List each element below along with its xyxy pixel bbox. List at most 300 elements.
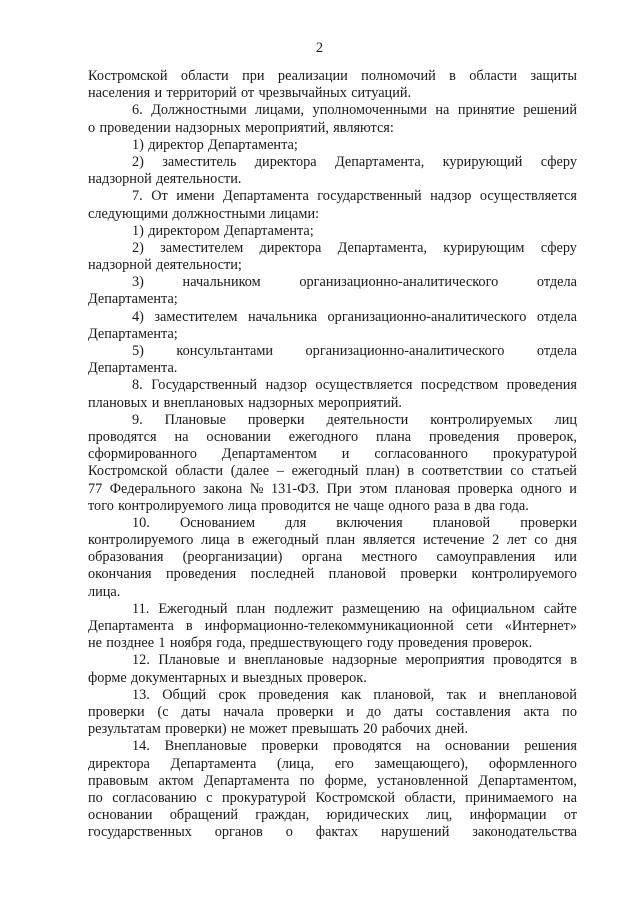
word: и <box>346 703 354 720</box>
word: контролируемого <box>88 532 194 549</box>
word: на <box>562 789 577 806</box>
word: результатам <box>88 721 161 738</box>
word: деятельности <box>326 411 409 428</box>
text-line <box>88 721 577 738</box>
word: форме <box>88 669 127 686</box>
word: уполномоченными <box>312 102 427 119</box>
text-line <box>88 429 577 446</box>
word: 4) <box>132 308 144 325</box>
word: надзорной <box>88 257 152 274</box>
word: мероприятий, <box>245 119 329 136</box>
word: плана <box>375 428 412 445</box>
word: (далее <box>230 463 270 480</box>
word: два <box>474 497 496 514</box>
word: Департаментом, <box>478 772 577 789</box>
word: проверки <box>520 514 577 531</box>
word: план <box>326 532 356 549</box>
word: с <box>206 789 213 806</box>
word: лицами, <box>255 102 305 119</box>
word: закона <box>203 480 243 497</box>
word: сферу <box>540 239 577 256</box>
word: года. <box>499 497 529 514</box>
word: лиц, <box>426 807 453 824</box>
word: план <box>236 600 266 617</box>
word: статьей <box>531 463 577 480</box>
word: полномочий <box>361 68 436 84</box>
word: прокуратурой <box>492 446 577 463</box>
word: о <box>285 824 293 841</box>
word: проведения <box>258 686 329 703</box>
word: основании <box>444 738 510 755</box>
word: проведения <box>429 428 500 445</box>
word: местного <box>361 549 418 566</box>
word: Должностными <box>151 102 247 119</box>
text-line <box>88 549 577 566</box>
word: Костромской <box>88 463 168 480</box>
word: государственных <box>88 824 192 841</box>
word: проведения <box>506 377 577 394</box>
word: 1 <box>158 635 166 652</box>
word: установленной <box>377 772 469 789</box>
word: принимаемого <box>465 789 554 806</box>
page-number: 2 <box>315 40 324 56</box>
word: 8. <box>132 377 143 394</box>
word: От <box>151 188 168 205</box>
word: проведения <box>397 635 469 652</box>
word: начальника <box>247 308 318 325</box>
word: области <box>175 463 224 480</box>
word: на <box>416 738 431 755</box>
text-line <box>88 188 577 205</box>
word: Плановые <box>164 411 226 428</box>
word: даты <box>181 703 211 720</box>
word: начала <box>223 703 264 720</box>
text-line <box>88 532 577 549</box>
word: Костромской <box>88 68 168 84</box>
word: (реорганизации) <box>182 549 283 566</box>
text-line <box>88 756 577 773</box>
word: от <box>563 807 577 824</box>
word: проверка <box>457 480 513 497</box>
word: 6. <box>132 102 143 119</box>
word: проведении <box>99 119 171 136</box>
word: плановой, <box>373 686 435 703</box>
word: правовым <box>88 772 149 789</box>
word: 2) <box>132 239 144 256</box>
word: органа <box>301 549 343 566</box>
word: деятельности; <box>156 257 242 274</box>
word: составления <box>435 703 511 720</box>
word: ежегодный <box>251 532 319 549</box>
word: 5) <box>132 343 144 359</box>
word: предшествующего <box>249 635 363 652</box>
text-line <box>88 463 577 480</box>
word: проверки <box>247 411 305 428</box>
word: 13. <box>132 686 150 703</box>
word: лиц <box>554 411 577 428</box>
word: заместителем <box>154 308 238 325</box>
word: должностными <box>172 205 266 222</box>
word: отдела <box>536 274 577 291</box>
word: надзор <box>265 377 307 394</box>
word: сферу <box>540 153 577 170</box>
word: реализации <box>277 68 348 84</box>
word: надзорных <box>175 119 241 136</box>
word: Департамента; <box>208 136 298 153</box>
word: окончания <box>88 566 152 583</box>
word: плановая <box>394 480 451 497</box>
word: подлежит <box>274 600 334 617</box>
word: не <box>230 721 245 738</box>
word: одного <box>520 480 562 497</box>
word: № <box>249 480 264 497</box>
text-line <box>88 137 577 154</box>
word: проверок. <box>306 669 367 686</box>
word: оформленного <box>488 755 577 772</box>
word: контролируемого <box>471 566 577 583</box>
word: фактах <box>315 824 359 841</box>
word: официальном <box>451 600 535 617</box>
word: от <box>240 85 255 102</box>
text-line <box>88 807 577 824</box>
word: лицами: <box>269 205 320 222</box>
word: проведения <box>165 566 237 583</box>
word: лет <box>506 532 527 549</box>
word: населения <box>88 85 151 102</box>
word: директора <box>259 239 322 256</box>
text-line <box>88 412 577 429</box>
word: проверки <box>400 566 458 583</box>
word: лица. <box>88 583 121 600</box>
word: законодательства <box>472 824 577 841</box>
word: согласованного <box>374 446 468 463</box>
word: Ежегодный <box>158 600 228 617</box>
word: со <box>510 463 524 480</box>
word: курирующий <box>442 153 523 170</box>
word: «Интернет» <box>504 618 577 634</box>
word: 131-ФЗ. <box>270 480 320 497</box>
word: Департамента; <box>223 222 314 239</box>
word: 2) <box>132 153 144 170</box>
word: Костромской <box>315 789 396 806</box>
word: организационно-аналитического <box>299 274 499 291</box>
word: области <box>180 68 229 84</box>
word: не <box>88 635 102 652</box>
word: ноября <box>169 635 212 652</box>
word: сформированного <box>88 446 197 463</box>
word: согласованию <box>112 789 197 806</box>
word: 2 <box>492 532 500 549</box>
word: осуществляется <box>479 188 577 205</box>
word: – <box>276 463 284 480</box>
word: последней <box>250 566 315 583</box>
word: на <box>174 428 189 445</box>
word: 10. <box>132 514 150 531</box>
word: проводятся <box>332 738 402 755</box>
text-line <box>88 274 577 291</box>
word: и <box>478 686 487 703</box>
text-line <box>88 154 577 171</box>
word: дня <box>555 532 577 549</box>
word: организационно-аналитического <box>305 343 505 359</box>
word: Департамента <box>88 618 174 634</box>
word: плановых <box>88 394 148 411</box>
word: в <box>570 652 577 669</box>
word: государственный <box>317 188 422 205</box>
word: проводится <box>260 497 331 514</box>
word: проверки <box>88 703 145 720</box>
word: проверки <box>276 703 334 720</box>
text-line <box>88 652 577 669</box>
word: являются: <box>333 119 394 136</box>
word: и <box>151 394 160 411</box>
word: проверок. <box>472 635 533 652</box>
word: срок <box>218 686 247 703</box>
word: чрезвычайных <box>258 85 347 102</box>
word: 11. <box>132 600 150 617</box>
word: следующими <box>88 205 169 222</box>
text-line <box>88 120 577 137</box>
text-line <box>88 68 577 85</box>
word: Департамента <box>170 755 257 772</box>
text-line <box>88 824 577 841</box>
word: проводятся <box>88 428 157 445</box>
word: курирующим <box>443 239 525 256</box>
word: органов <box>214 824 263 841</box>
word: нарушений <box>380 824 450 841</box>
word: позднее <box>106 635 155 652</box>
word: внеплановые <box>244 652 324 669</box>
word: выездных <box>242 669 303 686</box>
word: При <box>326 480 352 497</box>
word: о <box>88 119 96 136</box>
word: Департамента, <box>337 239 428 256</box>
word: в <box>449 68 456 84</box>
text-line <box>88 206 577 223</box>
word: основании <box>88 807 153 824</box>
word: Департамента; <box>88 325 178 342</box>
word: как <box>341 686 362 703</box>
text-line <box>88 343 577 360</box>
word: превышать <box>291 721 359 738</box>
word: ежегодный <box>291 463 359 480</box>
word: ежегодного <box>288 428 359 445</box>
word: 20 <box>363 721 378 738</box>
word: директора <box>88 755 150 772</box>
word: для <box>285 514 307 531</box>
text-line <box>88 773 577 790</box>
word: актом <box>158 772 194 789</box>
word: этом <box>359 480 388 497</box>
word: в <box>463 497 471 514</box>
word: граждан, <box>255 807 310 824</box>
word: информации <box>469 807 547 824</box>
word: того <box>88 497 114 514</box>
word: решений <box>523 102 577 119</box>
word: чаще <box>353 497 385 514</box>
document-body <box>88 68 577 841</box>
word: Департамента <box>223 188 309 205</box>
word: директором <box>148 222 220 239</box>
word: Основанием <box>179 514 256 531</box>
word: отдела <box>536 343 577 359</box>
text-line <box>88 566 577 583</box>
word: по <box>88 789 103 806</box>
word: проверки) <box>165 721 227 738</box>
word: посредством <box>420 377 499 394</box>
word: в <box>407 463 415 480</box>
word: является <box>362 532 416 549</box>
word: Департамента; <box>88 291 178 308</box>
word: 9. <box>132 411 143 428</box>
text-line <box>88 790 577 807</box>
word: даты <box>393 703 424 720</box>
word: сайте <box>543 600 577 617</box>
text-line <box>88 171 577 188</box>
word: организационно-аналитического <box>327 308 527 325</box>
word: Внеплановые <box>164 738 247 755</box>
text-line <box>88 498 577 515</box>
word: года, <box>216 635 246 652</box>
word: (с <box>157 703 169 720</box>
word: дней. <box>435 721 469 738</box>
word: деятельности. <box>156 171 242 188</box>
word: Департаментом <box>221 446 317 463</box>
word: защиты <box>530 68 577 84</box>
word: прокуратурой <box>221 789 307 806</box>
word: одного <box>388 497 430 514</box>
word: так <box>446 686 467 703</box>
word: директора <box>254 153 317 170</box>
word: ситуаций. <box>351 85 412 102</box>
word: в <box>185 618 193 634</box>
word: области, <box>404 789 456 806</box>
word: основании <box>206 428 271 445</box>
word: имени <box>176 188 215 205</box>
text-line <box>88 240 577 257</box>
word: и <box>341 446 350 463</box>
word: по <box>562 703 577 720</box>
word: на <box>428 600 443 617</box>
word: его <box>334 755 354 772</box>
word: отдела <box>536 308 577 325</box>
text-line <box>88 515 577 532</box>
text-line <box>88 291 577 308</box>
word: форме, <box>324 772 367 789</box>
word: проводятся <box>493 652 562 669</box>
word: 14. <box>132 738 150 755</box>
text-line <box>88 738 577 755</box>
word: мероприятия <box>405 652 485 669</box>
text-line <box>88 257 577 274</box>
word: план) <box>366 463 400 480</box>
word: соответствии <box>421 463 503 480</box>
word: со <box>534 532 548 549</box>
text-line <box>88 584 577 601</box>
word: 77 <box>88 480 103 497</box>
word: или <box>554 549 577 566</box>
word: юридических <box>326 807 410 824</box>
word: заместителем <box>160 239 244 256</box>
word: консультантами <box>176 343 274 359</box>
word: заместитель <box>162 153 237 170</box>
text-line <box>88 481 577 498</box>
word: и <box>569 480 577 497</box>
word: истечение <box>423 532 485 549</box>
text-line <box>88 395 577 412</box>
word: надзор <box>430 188 472 205</box>
word: директор <box>148 136 204 153</box>
word: на <box>435 102 450 119</box>
text-line <box>88 601 577 618</box>
word: самоуправления <box>436 549 536 566</box>
word: 7. <box>132 188 143 205</box>
word: проверки <box>261 738 319 755</box>
word: области <box>469 68 518 84</box>
word: Департамента. <box>88 360 178 377</box>
word: Государственный <box>151 377 258 394</box>
word: мероприятий. <box>318 394 402 411</box>
word: принятие <box>457 102 515 119</box>
word: и <box>228 652 236 669</box>
text-line <box>88 704 577 721</box>
word: внеплановых <box>163 394 244 411</box>
word: по <box>299 772 315 789</box>
word: Плановые <box>158 652 220 669</box>
word: раза <box>434 497 460 514</box>
text-line <box>88 446 577 463</box>
word: не <box>334 497 349 514</box>
word: проверок, <box>517 428 577 445</box>
word: размещению <box>342 600 420 617</box>
word: 12. <box>132 652 150 669</box>
word: и <box>154 85 163 102</box>
word: образования <box>88 549 164 566</box>
text-line <box>88 360 577 377</box>
word: (лица, <box>276 755 315 772</box>
word: внеплановой <box>498 686 577 703</box>
text-line <box>88 102 577 119</box>
word: 1) <box>132 136 144 153</box>
word: Общий <box>162 686 207 703</box>
text-line <box>88 377 577 394</box>
word: плановой <box>328 566 387 583</box>
word: контролируемых <box>430 411 533 428</box>
text-line <box>88 85 577 102</box>
word: лица <box>201 532 230 549</box>
word: лица <box>227 497 257 514</box>
text-line <box>88 670 577 687</box>
word: Департамента, <box>334 153 425 170</box>
word: обращений <box>169 807 239 824</box>
word: плановой <box>432 514 491 531</box>
text-line <box>88 326 577 343</box>
word: в <box>237 532 245 549</box>
word: надзорных <box>248 394 314 411</box>
word: осуществляется <box>315 377 413 394</box>
word: при <box>242 68 265 84</box>
text-line <box>88 618 577 635</box>
word: рабочих <box>381 721 432 738</box>
text-line <box>88 309 577 326</box>
word: контролируемого <box>118 497 224 514</box>
text-line <box>88 635 577 652</box>
word: территорий <box>166 85 237 102</box>
word: решения <box>524 738 577 755</box>
text-line <box>88 223 577 240</box>
word: документарных <box>131 669 227 686</box>
word: надзорные <box>332 652 398 669</box>
